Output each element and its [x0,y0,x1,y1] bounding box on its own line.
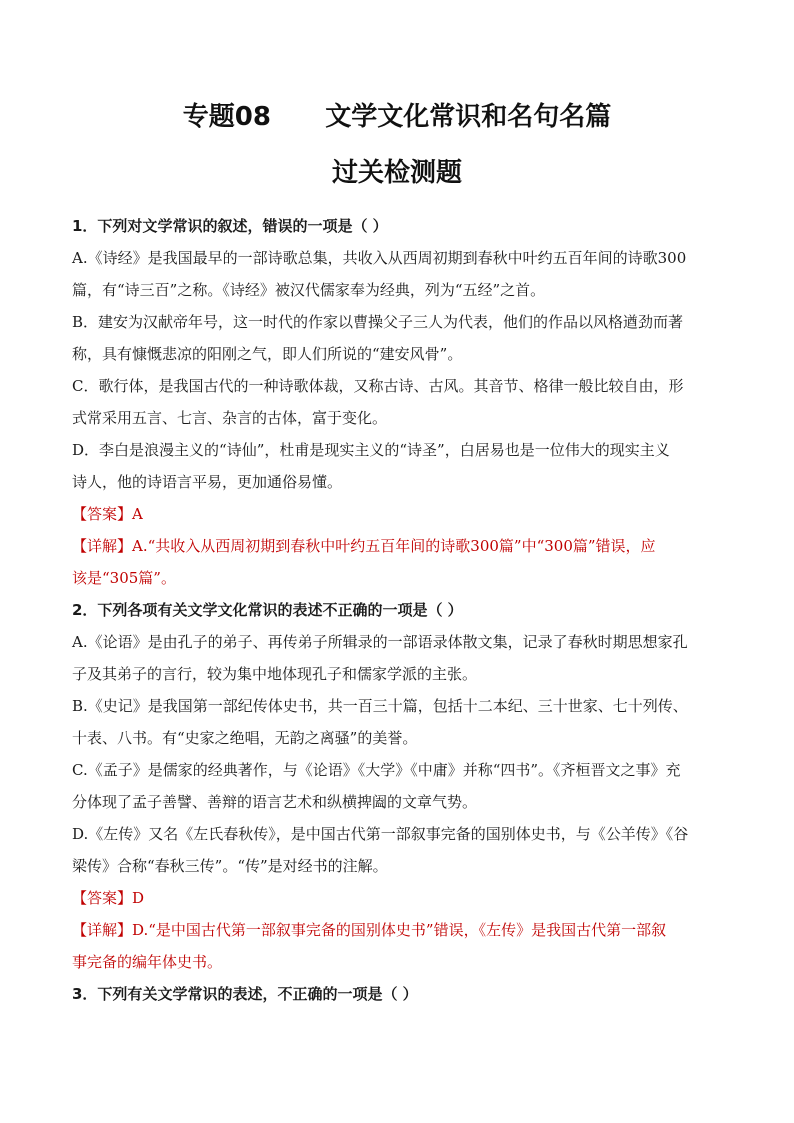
explanation-line: 该是“305篇”。 [72,569,176,587]
option-line: 诗人，他的诗语言平易，更加通俗易懂。 [72,473,343,491]
option-line: A.《论语》是由孔子的弟子、再传弟子所辑录的一部语录体散文集，记录了春秋时期思想家孔 [72,633,688,651]
option-line: C.《孟子》是儒家的经典著作，与《论语》《大学》《中庸》并称“四书”。《齐桓晋文之事》充 [72,761,681,779]
option-line: D.《左传》又名《左氏春秋传》，是中国古代第一部叙事完备的国别体史书，与《公羊传》《谷 [72,825,689,843]
option-line: 梁传》合称“春秋三传”。“传”是对经书的注解。 [72,857,388,875]
explanation-line: 【详解】D.“是中国古代第一部叙事完备的国别体史书”错误，《左传》是我国古代第一部叙 [72,921,667,939]
option-line: 称，具有慷慨悲凉的阳刚之气，即人们所说的“建安风骨”。 [72,345,463,363]
option-line: C．歌行体，是我国古代的一种诗歌体裁，又称古诗、古风。其音节、格律一般比较自由，形 [72,377,684,395]
option-line: D．李白是浪漫主义的“诗仙”，杜甫是现实主义的“诗圣”，白居易也是一位伟大的现实主义 [72,441,670,459]
explanation-line: 事完备的编年体史书。 [72,953,223,971]
answer-line: 【答案】D [72,889,145,907]
explanation-line: 【详解】A.“共收入从西周初期到春秋中叶约五百年间的诗歌300篇”中“300篇”错误，应 [72,537,656,555]
option-line: 式常采用五言、七言、杂言的古体，富于变化。 [72,409,388,427]
question-stem: 2．下列各项有关文学文化常识的表述不正确的一项是（ ） [72,601,463,619]
option-line: 篇，有“诗三百”之称。《诗经》被汉代儒家奉为经典，列为“五经”之首。 [72,281,546,299]
option-line: 分体现了孟子善譬、善辩的语言艺术和纵横捭阖的文章气势。 [72,793,478,811]
answer-line: 【答案】A [72,505,143,523]
document-body [72,212,724,1012]
option-line: 十表、八书。有“史家之绝唱，无韵之离骚”的美誉。 [72,729,418,747]
page-title: 专题08 文学文化常识和名句名篇 [182,102,612,132]
page-subtitle: 过关检测题 [331,158,462,188]
question-stem: 1．下列对文学常识的叙述，错误的一项是（ ） [72,217,388,235]
option-line: B．建安为汉献帝年号，这一时代的作家以曹操父子三人为代表，他们的作品以风格遒劲而著 [72,313,684,331]
option-line: B.《史记》是我国第一部纪传体史书，共一百三十篇，包括十二本纪、三十世家、七十列传、 [72,697,688,715]
question-stem: 3．下列有关文学常识的表述，不正确的一项是（ ） [72,985,418,1003]
option-line: A.《诗经》是我国最早的一部诗歌总集，共收入从西周初期到春秋中叶约五百年间的诗歌300 [72,249,687,267]
option-line: 子及其弟子的言行，较为集中地体现孔子和儒家学派的主张。 [72,665,478,683]
